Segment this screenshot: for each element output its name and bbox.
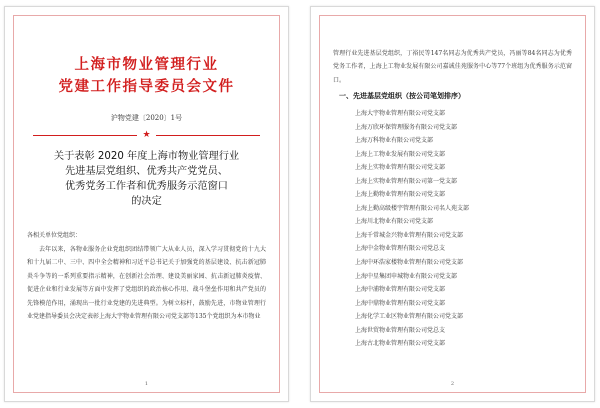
org-title-line-1: 上海市物业管理行业 xyxy=(74,56,219,73)
star-icon: ★ xyxy=(142,130,151,140)
section-heading: 一、先进基层党组织（按公司笔划排序） xyxy=(339,92,465,100)
list-item: 上海万科物业有限公司党支部 xyxy=(355,137,434,145)
red-divider xyxy=(33,131,260,141)
document-page-2 xyxy=(310,6,595,402)
salutation: 各相关单位党组织： xyxy=(27,232,82,239)
list-item: 上海万欣环保管理服务有限公司党支部 xyxy=(355,123,458,131)
page-number: 1 xyxy=(144,381,149,387)
list-item: 上海大宇物业管理有限公司党支部 xyxy=(355,110,446,117)
page-number: 2 xyxy=(450,381,455,387)
list-item: 上海上工物业发展有限公司党支部 xyxy=(355,150,446,158)
continuation-paragraph: 管理行业先进基层党组织，丁裕民等147名同志为优秀共产党员，冯丽等84名同志为优秀党务工作者，上海上工物业发展有限公司嘉诚佳苑服务中心等77个班组为优秀服务示范窗口。 xyxy=(333,50,572,84)
decision-title-line: 的决定 xyxy=(131,196,162,207)
list-item: 上海中星集团申城物业有限公司党支部 xyxy=(355,272,458,280)
list-item: 上海中金物业管理有限公司党总支 xyxy=(355,245,446,253)
list-item: 上海千常城金兴物业管理有限公司党支部 xyxy=(355,231,464,239)
list-item: 上海中环浩家楼物业管理有限公司党支部 xyxy=(355,259,464,267)
body-paragraph: 去年以来，各物业服务企业党组织团结带领广大从业人员，深入学习贯彻党的十九大和十九届二中、三中、四中全会精神和习近平总书记关于加强党的基层建设、抗击新冠肺炎斗争等的一系列重要指示精神，在创新社会治理、建设美丽家园、抗击新冠肺炎疫情、促进企业和行业发展等方面中发挥了党组织的政治核心作用、战斗堡垒作用和共产党员的先锋模范作用，涌现出一批行业党建的先进典型。为树立标杆，鼓励先进，市物业管理行业党建指导委员会决定表彰上海大宇物业管理有限公司党支部等135个党组织为本市物业 xyxy=(27,246,266,321)
decision-title xyxy=(25,149,268,209)
list-item: 上海上勤高级楼宇管理有限公司名人苑支部 xyxy=(355,204,470,212)
list-item: 上海古北物业管理有限公司党支部 xyxy=(355,340,446,348)
list-item: 上海世贸物业管理有限公司党总支 xyxy=(355,326,446,334)
list-item: 上海化学工业区物业管理有限公司党支部 xyxy=(355,313,464,321)
decision-title-line: 优秀党务工作者和优秀服务示范窗口 xyxy=(65,181,228,192)
divider-line-right xyxy=(156,135,260,136)
document-page-1 xyxy=(4,6,289,402)
list-item: 上海中鼎物业管理有限公司党支部 xyxy=(355,299,446,307)
document-number: 沪物党建〔2020〕1号 xyxy=(110,114,183,122)
list-item: 上海上实物业管理有限公司第一党支部 xyxy=(355,177,458,185)
list-item: 上海川北物业有限公司党支部 xyxy=(355,218,434,226)
list-item: 上海上实物业管理有限公司党支部 xyxy=(355,164,446,172)
list-item: 上海中浦物业管理有限公司党支部 xyxy=(355,286,446,294)
organization-list xyxy=(355,107,584,351)
decision-title-line: 关于表彰 2020 年度上海市物业管理行业 xyxy=(53,151,240,162)
divider-line-left xyxy=(33,135,137,136)
list-item: 上海上勤物业管理有限公司党支部 xyxy=(355,191,446,199)
decision-title-line: 先进基层党组织、优秀共产党党员、 xyxy=(65,166,228,177)
org-title-line-2: 党建工作指导委员会文件 xyxy=(58,78,235,95)
